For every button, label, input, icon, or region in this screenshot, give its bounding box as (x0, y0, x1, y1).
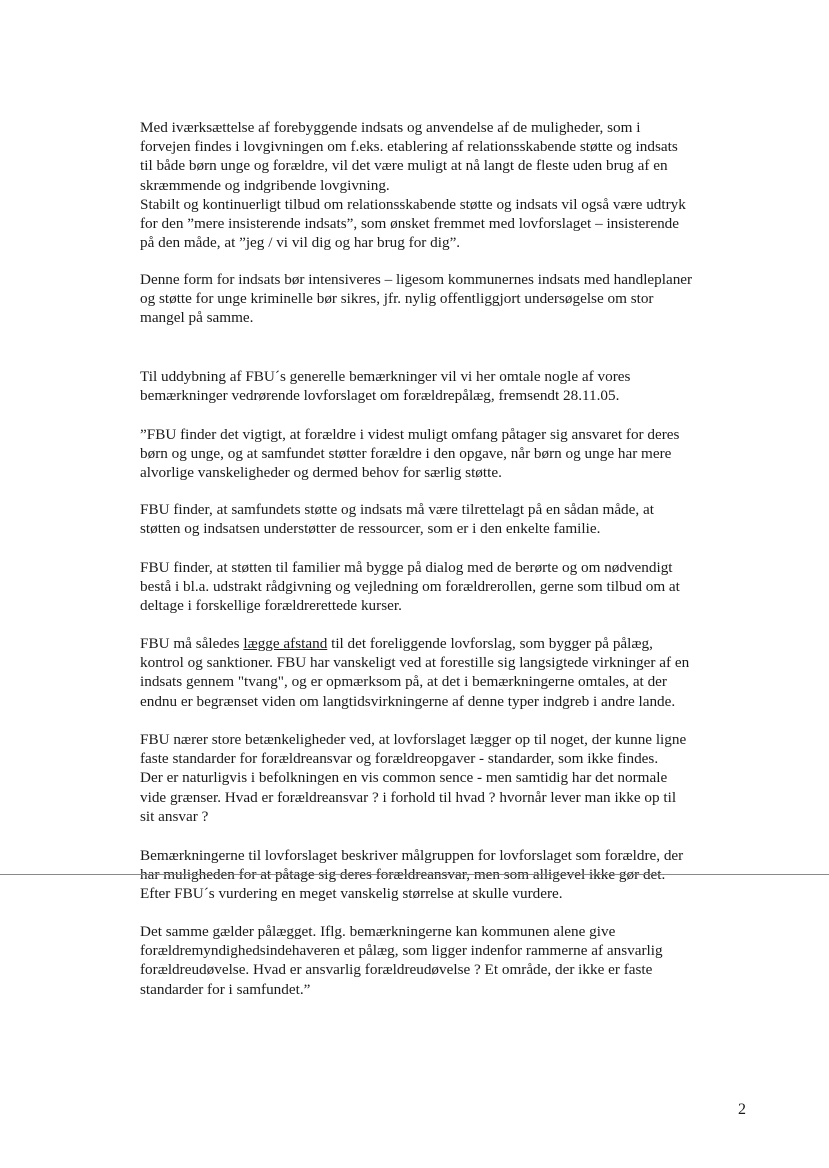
text-line: Til uddybning af FBU´s generelle bemærkninger vil vi her omtale nogle af vores (140, 368, 631, 385)
paragraph-society-support (140, 500, 770, 538)
text-line: støtten og indsatsen understøtter de ressourcer, som er i den enkelte familie. (140, 520, 601, 538)
paragraph-concerns (140, 730, 770, 826)
text-line: Med iværksættelse af forebyggende indsats og anvendelse af de muligheder, som i (140, 119, 641, 136)
text-line: Der er naturligvis i befolkningen en vis common sence - men samtidig har det normale (140, 769, 668, 787)
text-line: Stabilt og kontinuerligt tilbud om relationsskabende støtte og indsats vil også være udtryk (140, 195, 686, 213)
text-line: indsats gennem "tvang", og er opmærksom på, at det i bemærkningerne omtales, at der (140, 673, 667, 691)
text-line: forældremyndighedsindehaveren et pålæg, som ligger indenfor rammerne af ansvarlig (140, 942, 663, 960)
paragraph-order (140, 922, 770, 999)
text-line: FBU nærer store betænkeligheder ved, at lovforslaget lægger op til noget, der kunne ligne (140, 731, 687, 748)
text-line: Efter FBU´s vurdering en meget vanskelig størrelse at skulle vurdere. (140, 885, 563, 903)
text-line: ”FBU finder det vigtigt, at forældre i videst muligt omfang påtager sig ansvaret for deres (140, 426, 680, 443)
text-line: alvorlige vanskeligheder og dermed behov for særlig støtte. (140, 464, 502, 482)
text-line: FBU finder, at støtten til familier må bygge på dialog med de berørte og om nødvendigt (140, 559, 673, 576)
paragraph-quote-important (140, 425, 770, 483)
text-line: standarder for i samfundet.” (140, 980, 311, 998)
text-line: endnu er begrænset viden om langtidsvirkningerne af denne typer indgreb i andre lande. (140, 692, 676, 710)
text-line: for den ”mere insisterende indsats”, som ønsket fremmet med lovforslaget – insisterende (140, 215, 680, 233)
paragraph-prevention (140, 118, 770, 252)
text-line: Det samme gælder pålægget. Iflg. bemærkningerne kan kommunen alene give (140, 923, 616, 940)
text-line: børn og unge, og at samfundet støtter forældre i den opgave, når børn og unge har mere (140, 445, 672, 463)
paragraph-dialogue (140, 558, 770, 616)
text-line: faste standarder for forældreansvar og forældreopgaver - standarder, som ikke findes. (140, 750, 659, 768)
text-segment: til det foreliggende lovforslag, som bygger på pålæg, (327, 635, 653, 652)
text-line: bestå i bl.a. udstrakt rådgivning og vejledning om forældrerollen, gerne som tilbud om at (140, 578, 680, 596)
text-line: har muligheden for at påtage sig deres forældreansvar, men som alligevel ikke gør det. (140, 866, 666, 884)
scan-line-divider (0, 874, 829, 875)
text-line: til både børn unge og forældre, vil det være muligt at nå langt de fleste uden brug af en (140, 157, 668, 175)
paragraph-distance (140, 634, 770, 711)
text-line: bemærkninger vedrørende lovforslaget om forældrepålæg, fremsendt 28.11.05. (140, 387, 620, 405)
text-line: Bemærkningerne til lovforslaget beskriver målgruppen for lovforslaget som forældre, der (140, 847, 684, 864)
text-line: kontrol og sanktioner. FBU har vanskeligt ved at forestille sig langsigtede virkninger af en (140, 654, 690, 672)
text-line: FBU finder, at samfundets støtte og indsats må være tilrettelagt på en sådan måde, at (140, 501, 654, 518)
text-line: og støtte for unge kriminelle bør sikres, jfr. nylig offentliggjort undersøgelse om stor (140, 290, 654, 308)
text-line: mangel på samme. (140, 309, 254, 327)
text-line: på den måde, at ”jeg / vi vil dig og har brug for dig”. (140, 234, 461, 252)
paragraph-intensify (140, 270, 770, 328)
text-line: vide grænser. Hvad er forældreansvar ? i forhold til hvad ? hvornår lever man ikke op til (140, 788, 677, 806)
text-line: Denne form for indsats bør intensiveres – ligesom kommunernes indsats med handleplaner (140, 271, 693, 288)
paragraph-elaboration (140, 367, 770, 405)
text-line: forældreudøvelse. Hvad er ansvarlig forældreudøvelse ? Et område, der ikke er faste (140, 961, 653, 979)
underlined-phrase: lægge afstand (243, 635, 328, 652)
page-number: 2 (738, 1101, 746, 1118)
text-line: sit ansvar ? (140, 807, 209, 825)
text-segment: FBU må således (140, 635, 244, 652)
text-line (140, 634, 770, 653)
text-line: skræmmende og indgribende lovgivning. (140, 176, 390, 194)
text-line: forvejen findes i lovgivningen om f.eks. etablering af relationsskabende støtte og indsats (140, 138, 678, 156)
text-line: deltage i forskellige forældrerettede kurser. (140, 597, 402, 615)
